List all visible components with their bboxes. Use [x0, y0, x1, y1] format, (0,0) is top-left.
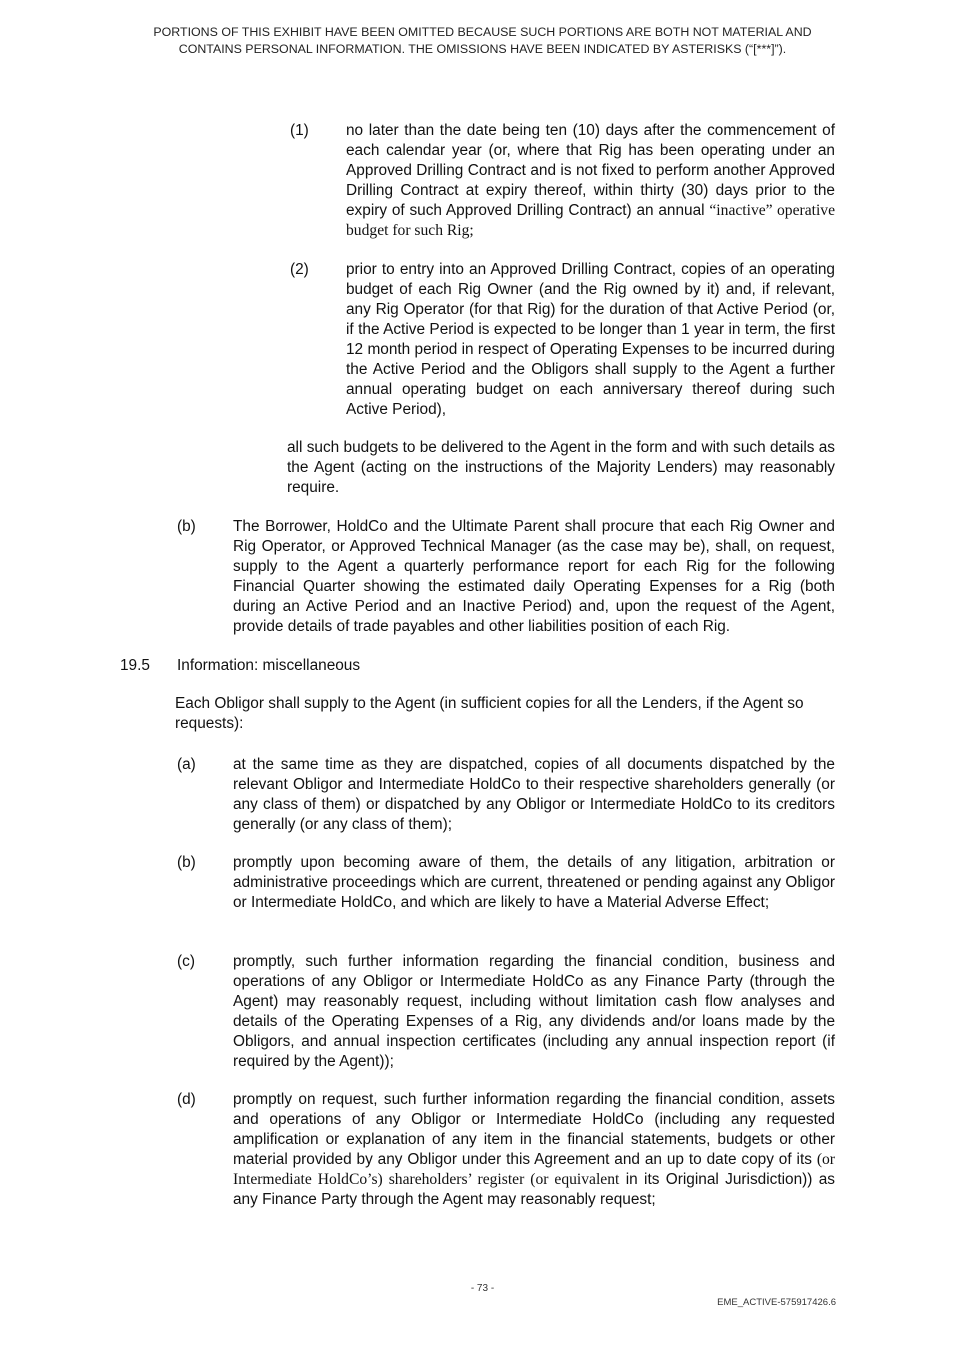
item-b-top-number: (b): [177, 518, 196, 535]
item-c-number: (c): [177, 953, 195, 970]
item-d-text: [233, 1090, 835, 1210]
item-1-body-serif: “inactive” operative budget for such Rig;: [346, 202, 836, 239]
item-d-body-serif: (or Intermediate HoldCo’s) shareholders’ register (or equivalent: [233, 1151, 835, 1188]
document-reference: EME_ACTIVE-575917426.6: [717, 1297, 836, 1308]
section-title: Information: miscellaneous: [177, 657, 361, 674]
item-1-body: no later than the date being ten (10) days after the commencement of each calendar year (or, where that Rig has been operating under an Approved Drilling Contract and is not fixed to perform another Approved Drilling Contract at expiry thereof, within thirty (30) days prior to the expiry of such Approved Drilling Contract) an annual: [346, 122, 835, 219]
item-b-top-text: The Borrower, HoldCo and the Ultimate Parent shall procure that each Rig Owner and Rig Operator, or Approved Technical Manager (as the case may be), shall, on request, supply to the Agent a quarterly performance report for each Rig for the following Financial Quarter showing the estimated daily Operating Expenses for a Rig (both during an Active Period and an Inactive Period) and, upon the request of the Agent, provide details of trade payables and other liabilities position of each Rig.: [233, 518, 835, 635]
item-a-text: at the same time as they are dispatched, copies of all documents dispatched by the relevant Obligor and Intermediate HoldCo to their respective shareholders generally (or any class of them) or dispatched by any Obligor or Intermediate HoldCo to its creditors generally (or any class of them);: [233, 756, 835, 833]
section-intro: Each Obligor shall supply to the Agent (in sufficient copies for all the Lenders, if the Agent so requests):: [175, 695, 804, 732]
header-line-2: CONTAINS PERSONAL INFORMATION. THE OMISSIONS HAVE BEEN INDICATED BY ASTERISKS (“[***]”).: [178, 42, 787, 56]
item-b-text: promptly upon becoming aware of them, the details of any litigation, arbitration or administrative proceedings which are current, threatened or pending against any Obligor or Intermediate HoldCo, and which are likely to have a Material Adverse Effect;: [233, 854, 835, 911]
item-2-number: (2): [290, 261, 309, 278]
item-c-text: promptly, such further information regarding the financial condition, business and operations of any Obligor or Intermediate HoldCo as any Finance Party (through the Agent) may reasonably request, including without limitation cash flow analyses and details of the Operating Expenses of a Rig, any dividends and/or loans made by the Obligors, and annual inspection certificates (including any annual inspection report (if required by the Agent));: [233, 953, 835, 1070]
item-a-number: (a): [177, 756, 196, 773]
item-d-number: (d): [177, 1091, 196, 1108]
header-line-1: PORTIONS OF THIS EXHIBIT HAVE BEEN OMITTED BECAUSE SUCH PORTIONS ARE BOTH NOT MATERIAL AND: [153, 25, 812, 39]
page-number: - 73 -: [470, 1283, 495, 1294]
page-header: [120, 24, 845, 58]
item-b-number: (b): [177, 854, 196, 871]
budgets-paragraph: all such budgets to be delivered to the Agent in the form and with such details as the Agent (acting on the instructions of the Majority Lenders) may reasonably require.: [287, 439, 835, 496]
item-d-body-2: in its Original Jurisdiction)) as any Finance Party through the Agent may reasonably request;: [233, 1171, 836, 1208]
item-1-number: (1): [290, 122, 309, 139]
section-number: 19.5: [120, 657, 150, 674]
item-2-text: prior to entry into an Approved Drilling Contract, copies of an operating budget of each Rig Owner (and the Rig owned by it) and, if relevant, any Rig Operator (for that Rig) for the duration of that Active Period (or, if the Active Period is expected to be longer than 1 year in term, the first 12 month period in respect of Operating Expenses to be incurred during the Active Period and the Obligors shall supply to the Agent a further annual operating budget on each anniversary thereof during such Active Period),: [346, 261, 835, 418]
item-1-text: [346, 121, 835, 241]
item-d-body-1: promptly on request, such further information regarding the financial condition, assets and operations of any Obligor or Intermediate HoldCo (including any requested amplification or explanation of any item in the financial statements, budgets or other material provided by any Obligor under this Agreement and an up to date copy of its: [233, 1091, 835, 1168]
